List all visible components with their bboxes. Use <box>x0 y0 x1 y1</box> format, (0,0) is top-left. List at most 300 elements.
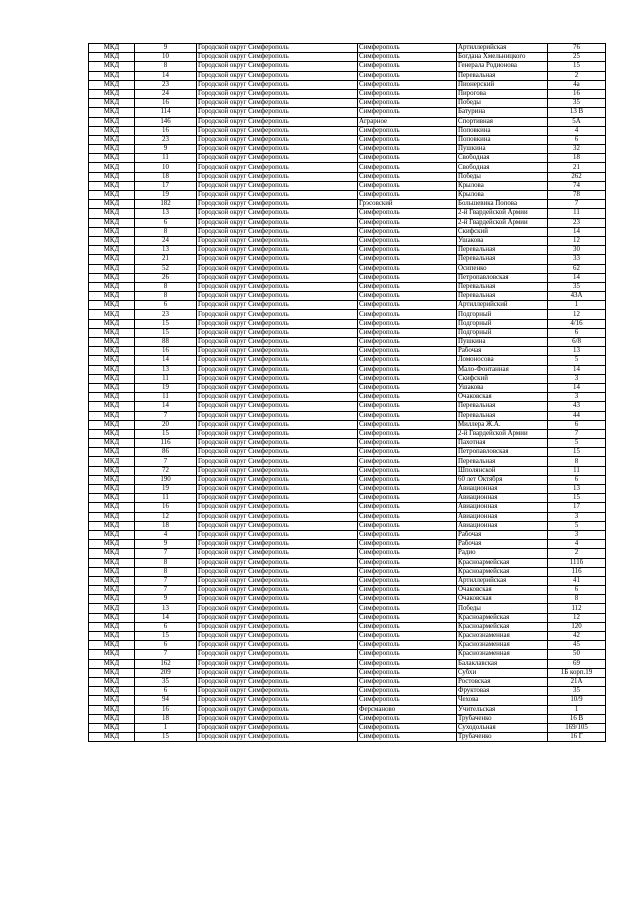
locality-cell: Симферополь <box>358 439 457 448</box>
street-cell: Трубаченко <box>457 714 548 723</box>
building-type-cell: МКД <box>89 145 135 154</box>
count-cell: 9 <box>135 595 197 604</box>
building-type-cell: МКД <box>89 549 135 558</box>
house-number-cell: 12 <box>548 613 606 622</box>
district-cell: Городской округ Симферополь <box>197 218 358 227</box>
street-cell: Рабочая <box>457 347 548 356</box>
house-number-cell: 35 <box>548 687 606 696</box>
building-type-cell: МКД <box>89 530 135 539</box>
district-cell: Городской округ Симферополь <box>197 301 358 310</box>
district-cell: Городской округ Симферополь <box>197 733 358 742</box>
table-row <box>89 668 606 677</box>
street-cell: Батурина <box>457 108 548 117</box>
street-cell: Артиллерийская <box>457 44 548 53</box>
house-number-cell: 21А <box>548 677 606 686</box>
house-number-cell: 30 <box>548 246 606 255</box>
street-cell: Ломоносова <box>457 356 548 365</box>
street-cell: Ростовская <box>457 677 548 686</box>
building-type-cell: МКД <box>89 714 135 723</box>
house-number-cell: 15 <box>548 62 606 71</box>
building-type-cell: МКД <box>89 117 135 126</box>
district-cell: Городской округ Симферополь <box>197 80 358 89</box>
district-cell: Городской округ Симферополь <box>197 393 358 402</box>
house-number-cell: 4/16 <box>548 319 606 328</box>
locality-cell: Симферополь <box>358 255 457 264</box>
district-cell: Городской округ Симферополь <box>197 264 358 273</box>
count-cell: 52 <box>135 264 197 273</box>
table-row <box>89 677 606 686</box>
building-type-cell: МКД <box>89 723 135 732</box>
locality-cell: Симферополь <box>358 374 457 383</box>
locality-cell: Симферополь <box>358 733 457 742</box>
table-row <box>89 62 606 71</box>
building-type-cell: МКД <box>89 89 135 98</box>
count-cell: 11 <box>135 494 197 503</box>
table-row <box>89 576 606 585</box>
district-cell: Городской округ Симферополь <box>197 604 358 613</box>
count-cell: 16 <box>135 705 197 714</box>
street-cell: Перевальная <box>457 457 548 466</box>
district-cell: Городской округ Симферополь <box>197 613 358 622</box>
count-cell: 11 <box>135 393 197 402</box>
table-row <box>89 163 606 172</box>
table-row <box>89 659 606 668</box>
street-cell: Очаковская <box>457 393 548 402</box>
district-cell: Городской округ Симферополь <box>197 558 358 567</box>
building-type-cell: МКД <box>89 677 135 686</box>
locality-cell: Симферополь <box>358 558 457 567</box>
table-row <box>89 466 606 475</box>
count-cell: 11 <box>135 154 197 163</box>
locality-cell: Ферсманово <box>358 705 457 714</box>
table-row <box>89 44 606 53</box>
street-cell: Пушкина <box>457 145 548 154</box>
building-type-cell: МКД <box>89 540 135 549</box>
house-number-cell: 13 <box>548 347 606 356</box>
count-cell: 10 <box>135 53 197 62</box>
house-number-cell: 11 <box>548 209 606 218</box>
street-cell: Пирогова <box>457 89 548 98</box>
district-cell: Городской округ Симферополь <box>197 89 358 98</box>
count-cell: 24 <box>135 236 197 245</box>
house-number-cell: 16 <box>548 89 606 98</box>
locality-cell: Симферополь <box>358 411 457 420</box>
count-cell: 23 <box>135 80 197 89</box>
locality-cell: Симферополь <box>358 227 457 236</box>
table-row <box>89 310 606 319</box>
street-cell: Авиационная <box>457 503 548 512</box>
table-row <box>89 549 606 558</box>
district-cell: Городской округ Симферополь <box>197 466 358 475</box>
count-cell: 114 <box>135 108 197 117</box>
locality-cell: Симферополь <box>358 99 457 108</box>
house-number-cell: 17 <box>548 503 606 512</box>
house-number-cell: 111б <box>548 558 606 567</box>
street-cell: Авиационная <box>457 494 548 503</box>
count-cell: 8 <box>135 227 197 236</box>
table-row <box>89 714 606 723</box>
house-number-cell: 3 <box>548 530 606 539</box>
building-type-cell: МКД <box>89 595 135 604</box>
building-type-cell: МКД <box>89 135 135 144</box>
locality-cell: Симферополь <box>358 273 457 282</box>
table-row <box>89 292 606 301</box>
building-type-cell: МКД <box>89 485 135 494</box>
count-cell: 16 <box>135 347 197 356</box>
house-number-cell: 6 <box>548 420 606 429</box>
building-type-cell: МКД <box>89 613 135 622</box>
locality-cell: Симферополь <box>358 659 457 668</box>
street-cell: Победы <box>457 99 548 108</box>
district-cell: Городской округ Симферополь <box>197 328 358 337</box>
count-cell: 19 <box>135 383 197 392</box>
building-type-cell: МКД <box>89 356 135 365</box>
house-number-cell: 16 В <box>548 714 606 723</box>
locality-cell: Симферополь <box>358 89 457 98</box>
street-cell: Чехова <box>457 696 548 705</box>
street-cell: Свободная <box>457 154 548 163</box>
count-cell: 21 <box>135 255 197 264</box>
house-number-cell: 120 <box>548 622 606 631</box>
house-number-cell: 2 <box>548 549 606 558</box>
count-cell: 94 <box>135 696 197 705</box>
house-number-cell: 4 <box>548 126 606 135</box>
district-cell: Городской округ Симферополь <box>197 356 358 365</box>
district-cell: Городской округ Симферополь <box>197 659 358 668</box>
count-cell: 11 <box>135 374 197 383</box>
count-cell: 9 <box>135 540 197 549</box>
table-row <box>89 71 606 80</box>
district-cell: Городской округ Симферополь <box>197 696 358 705</box>
locality-cell: Симферополь <box>358 677 457 686</box>
street-cell: Петропавловская <box>457 448 548 457</box>
house-number-cell: 14 <box>548 365 606 374</box>
street-cell: Очаковская <box>457 595 548 604</box>
district-cell: Городской округ Симферополь <box>197 246 358 255</box>
count-cell: 16 <box>135 126 197 135</box>
locality-cell: Аграрное <box>358 117 457 126</box>
house-number-cell: 6 <box>548 475 606 484</box>
district-cell: Городской округ Симферополь <box>197 200 358 209</box>
count-cell: 7 <box>135 576 197 585</box>
count-cell: 9 <box>135 145 197 154</box>
table-row <box>89 494 606 503</box>
building-type-cell: МКД <box>89 705 135 714</box>
house-number-cell: 3 <box>548 374 606 383</box>
table-row <box>89 420 606 429</box>
table-row <box>89 338 606 347</box>
count-cell: 23 <box>135 135 197 144</box>
house-number-cell: 78 <box>548 191 606 200</box>
district-cell: Городской округ Симферополь <box>197 255 358 264</box>
table-row <box>89 485 606 494</box>
district-cell: Городской округ Симферополь <box>197 310 358 319</box>
count-cell: 6 <box>135 641 197 650</box>
house-number-cell: 14 <box>548 383 606 392</box>
building-type-cell: МКД <box>89 236 135 245</box>
count-cell: 26 <box>135 273 197 282</box>
count-cell: 182 <box>135 200 197 209</box>
building-type-cell: МКД <box>89 163 135 172</box>
district-cell: Городской округ Симферополь <box>197 135 358 144</box>
table-row <box>89 255 606 264</box>
locality-cell: Симферополь <box>358 420 457 429</box>
building-type-cell: МКД <box>89 338 135 347</box>
street-cell: Артиллерийский <box>457 301 548 310</box>
district-cell: Городской округ Симферополь <box>197 457 358 466</box>
district-cell: Городской округ Симферополь <box>197 475 358 484</box>
count-cell: 7 <box>135 650 197 659</box>
street-cell: Поповкина <box>457 126 548 135</box>
building-type-cell: МКД <box>89 650 135 659</box>
street-cell: Осипенко <box>457 264 548 273</box>
building-type-cell: МКД <box>89 319 135 328</box>
building-type-cell: МКД <box>89 622 135 631</box>
building-type-cell: МКД <box>89 255 135 264</box>
table-row <box>89 567 606 576</box>
house-number-cell: 5 <box>548 439 606 448</box>
building-type-cell: МКД <box>89 494 135 503</box>
table-row <box>89 209 606 218</box>
house-number-cell: 11 <box>548 466 606 475</box>
locality-cell: Симферополь <box>358 53 457 62</box>
district-cell: Городской округ Симферополь <box>197 181 358 190</box>
district-cell: Городской округ Симферополь <box>197 374 358 383</box>
locality-cell: Симферополь <box>358 172 457 181</box>
count-cell: 24 <box>135 89 197 98</box>
table-row <box>89 191 606 200</box>
house-number-cell: 262 <box>548 172 606 181</box>
locality-cell: Симферополь <box>358 668 457 677</box>
house-number-cell: 4 <box>548 540 606 549</box>
house-number-cell: 50 <box>548 650 606 659</box>
count-cell: 1 <box>135 723 197 732</box>
house-number-cell: 44 <box>548 411 606 420</box>
street-cell: Перевальная <box>457 246 548 255</box>
district-cell: Городской округ Симферополь <box>197 319 358 328</box>
count-cell: 18 <box>135 172 197 181</box>
count-cell: 15 <box>135 328 197 337</box>
count-cell: 4 <box>135 530 197 539</box>
table-row <box>89 558 606 567</box>
district-cell: Городской округ Симферополь <box>197 273 358 282</box>
street-cell: Красноармейская <box>457 567 548 576</box>
district-cell: Городской округ Симферополь <box>197 172 358 181</box>
district-cell: Городской округ Симферополь <box>197 126 358 135</box>
district-cell: Городской округ Симферополь <box>197 641 358 650</box>
street-cell: Красноармейская <box>457 558 548 567</box>
house-number-cell: 14 <box>548 273 606 282</box>
count-cell: 13 <box>135 604 197 613</box>
street-cell: Суходольная <box>457 723 548 732</box>
house-number-cell: 8 <box>548 595 606 604</box>
street-cell: Пионерский <box>457 80 548 89</box>
table-row <box>89 650 606 659</box>
street-cell: Поповкина <box>457 135 548 144</box>
locality-cell: Симферополь <box>358 264 457 273</box>
count-cell: 35 <box>135 677 197 686</box>
street-cell: Красноармейская <box>457 622 548 631</box>
district-cell: Городской округ Симферополь <box>197 622 358 631</box>
building-type-cell: МКД <box>89 558 135 567</box>
locality-cell: Симферополь <box>358 356 457 365</box>
locality-cell: Симферополь <box>358 338 457 347</box>
building-type-cell: МКД <box>89 512 135 521</box>
street-cell: Авиационная <box>457 485 548 494</box>
locality-cell: Симферополь <box>358 521 457 530</box>
count-cell: 16 <box>135 99 197 108</box>
building-type-cell: МКД <box>89 218 135 227</box>
district-cell: Городской округ Симферополь <box>197 108 358 117</box>
table-row <box>89 319 606 328</box>
locality-cell: Симферополь <box>358 650 457 659</box>
street-cell: Большевика Попова <box>457 200 548 209</box>
count-cell: 18 <box>135 521 197 530</box>
locality-cell: Симферополь <box>358 687 457 696</box>
building-type-cell: МКД <box>89 696 135 705</box>
building-type-cell: МКД <box>89 264 135 273</box>
street-cell: Рабочая <box>457 530 548 539</box>
count-cell: 86 <box>135 448 197 457</box>
house-number-cell: 69 <box>548 659 606 668</box>
district-cell: Городской округ Симферополь <box>197 163 358 172</box>
house-number-cell: 15 <box>548 494 606 503</box>
table-row <box>89 80 606 89</box>
table-row <box>89 540 606 549</box>
count-cell: 162 <box>135 659 197 668</box>
street-cell: Шполянской <box>457 466 548 475</box>
count-cell: 8 <box>135 558 197 567</box>
district-cell: Городской округ Симферополь <box>197 53 358 62</box>
table-row <box>89 622 606 631</box>
building-type-cell: МКД <box>89 503 135 512</box>
building-type-cell: МКД <box>89 108 135 117</box>
count-cell: 7 <box>135 457 197 466</box>
building-type-cell: МКД <box>89 466 135 475</box>
table-row <box>89 126 606 135</box>
table-row <box>89 641 606 650</box>
street-cell: Пахотная <box>457 439 548 448</box>
street-cell: Петропавловская <box>457 273 548 282</box>
count-cell: 7 <box>135 549 197 558</box>
locality-cell: Симферополь <box>358 641 457 650</box>
district-cell: Городской округ Симферополь <box>197 236 358 245</box>
house-number-cell: 35 <box>548 282 606 291</box>
district-cell: Городской округ Симферополь <box>197 429 358 438</box>
count-cell: 23 <box>135 310 197 319</box>
table-row <box>89 117 606 126</box>
building-type-cell: МКД <box>89 632 135 641</box>
table-row <box>89 99 606 108</box>
house-number-cell: 2 <box>548 71 606 80</box>
street-cell: Победы <box>457 172 548 181</box>
building-type-cell: МКД <box>89 374 135 383</box>
count-cell: 15 <box>135 319 197 328</box>
building-type-cell: МКД <box>89 154 135 163</box>
building-type-cell: МКД <box>89 273 135 282</box>
table-row <box>89 135 606 144</box>
count-cell: 14 <box>135 356 197 365</box>
count-cell: 6 <box>135 622 197 631</box>
building-type-cell: МКД <box>89 246 135 255</box>
street-cell: 60 лет Октября <box>457 475 548 484</box>
locality-cell: Симферополь <box>358 383 457 392</box>
locality-cell: Симферополь <box>358 328 457 337</box>
count-cell: 13 <box>135 365 197 374</box>
district-cell: Городской округ Симферополь <box>197 687 358 696</box>
count-cell: 13 <box>135 246 197 255</box>
district-cell: Городской округ Симферополь <box>197 145 358 154</box>
district-cell: Городской округ Симферополь <box>197 668 358 677</box>
locality-cell: Симферополь <box>358 448 457 457</box>
district-cell: Городской округ Симферополь <box>197 576 358 585</box>
count-cell: 8 <box>135 62 197 71</box>
table-row <box>89 595 606 604</box>
street-cell: Краснознаменная <box>457 641 548 650</box>
building-type-cell: МКД <box>89 420 135 429</box>
district-cell: Городской округ Симферополь <box>197 44 358 53</box>
locality-cell: Симферополь <box>358 632 457 641</box>
house-number-cell: 45 <box>548 641 606 650</box>
building-type-cell: МКД <box>89 62 135 71</box>
building-type-cell: МКД <box>89 733 135 742</box>
house-number-cell: 33 <box>548 255 606 264</box>
locality-cell: Симферополь <box>358 135 457 144</box>
locality-cell: Симферополь <box>358 530 457 539</box>
table-row <box>89 218 606 227</box>
house-number-cell: 5А <box>548 117 606 126</box>
count-cell: 7 <box>135 411 197 420</box>
street-cell: Перевальная <box>457 411 548 420</box>
house-number-cell: 12 <box>548 236 606 245</box>
count-cell: 19 <box>135 485 197 494</box>
street-cell: Подгорный <box>457 328 548 337</box>
table-row <box>89 733 606 742</box>
district-cell: Городской округ Симферополь <box>197 292 358 301</box>
house-number-cell: 116 <box>548 567 606 576</box>
building-type-cell: МКД <box>89 429 135 438</box>
house-number-cell: 25 <box>548 53 606 62</box>
locality-cell: Грэсовский <box>358 200 457 209</box>
table-row <box>89 227 606 236</box>
table-row <box>89 512 606 521</box>
district-cell: Городской округ Симферополь <box>197 282 358 291</box>
locality-cell: Симферополь <box>358 246 457 255</box>
locality-cell: Симферополь <box>358 145 457 154</box>
building-type-cell: МКД <box>89 80 135 89</box>
district-cell: Городской округ Симферополь <box>197 71 358 80</box>
locality-cell: Симферополь <box>358 181 457 190</box>
table-row <box>89 393 606 402</box>
count-cell: 209 <box>135 668 197 677</box>
street-cell: Перевальная <box>457 71 548 80</box>
locality-cell: Симферополь <box>358 236 457 245</box>
house-number-cell: 35 <box>548 99 606 108</box>
street-cell: Скифский <box>457 374 548 383</box>
street-cell: Победы <box>457 604 548 613</box>
locality-cell: Симферополь <box>358 595 457 604</box>
district-cell: Городской округ Симферополь <box>197 420 358 429</box>
house-number-cell: 3 <box>548 393 606 402</box>
street-cell: Краснознаменная <box>457 650 548 659</box>
house-number-cell: 6/8 <box>548 338 606 347</box>
house-number-cell: 6 <box>548 328 606 337</box>
count-cell: 14 <box>135 71 197 80</box>
building-type-cell: МКД <box>89 126 135 135</box>
street-cell: Рабочая <box>457 540 548 549</box>
building-type-cell: МКД <box>89 292 135 301</box>
count-cell: 13 <box>135 209 197 218</box>
